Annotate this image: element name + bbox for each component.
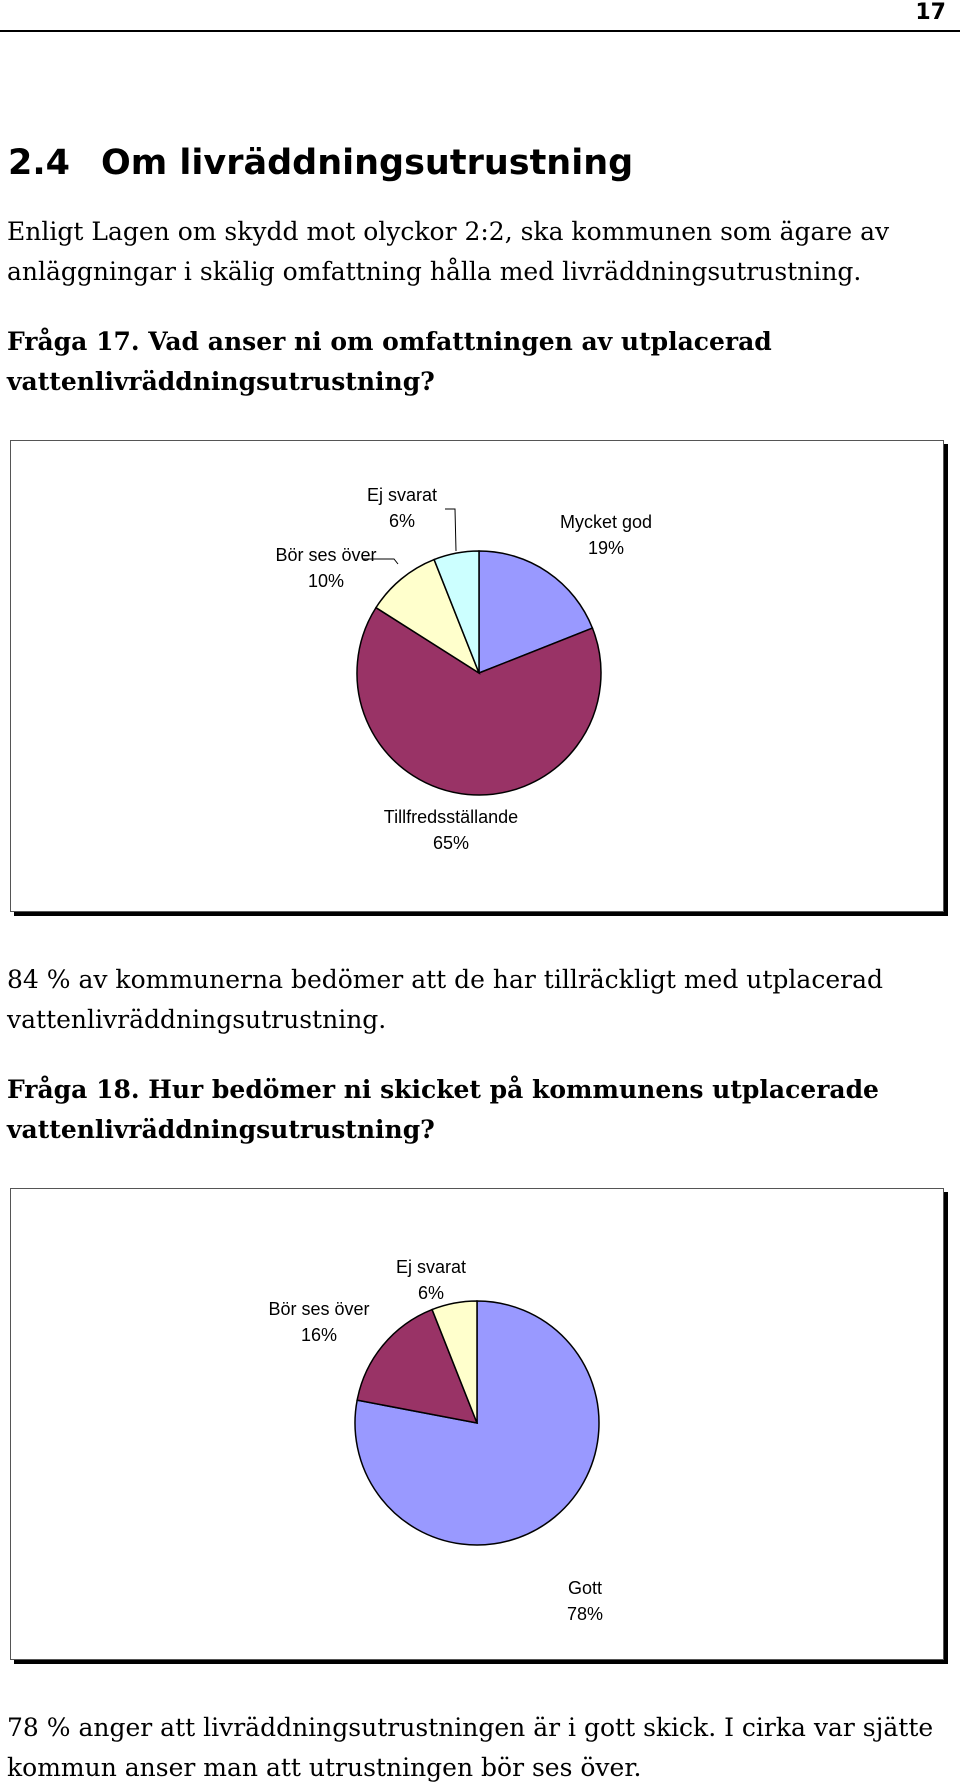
slice-percent-label: 10% — [307, 571, 345, 591]
slice-percent-label: 6% — [417, 1283, 445, 1303]
question-17-line: vattenlivräddningsutrustning? — [7, 367, 435, 396]
section-title: Om livräddningsutrustning — [101, 143, 634, 183]
q18-result-paragraph — [7, 1708, 947, 1788]
question-17 — [7, 322, 947, 402]
q18-result-line: 78 % anger att livräddningsutrustningen är i gott skick. I cirka var sjätte — [7, 1713, 934, 1742]
slice-label: Ej svarat — [366, 485, 438, 505]
pie-chart-q18 — [11, 1189, 943, 1659]
intro-line: anläggningar i skälig omfattning hålla med livräddningsutrustning. — [7, 257, 862, 286]
slice-label: Ej svarat — [395, 1257, 467, 1277]
section-heading — [8, 143, 633, 183]
intro-paragraph — [7, 212, 947, 292]
chart-q17 — [10, 440, 944, 912]
slice-percent-label: 19% — [587, 538, 625, 558]
slice-percent-label: 6% — [388, 511, 416, 531]
q17-result-line: vattenlivräddningsutrustning. — [7, 1005, 387, 1034]
slice-label: Gott — [567, 1578, 603, 1598]
slice-label: Bör ses över — [275, 545, 377, 565]
page-number: 17 — [915, 0, 946, 25]
slice-label: Tillfredsställande — [383, 807, 519, 827]
question-18 — [7, 1070, 947, 1150]
q17-result-paragraph — [7, 960, 947, 1040]
question-18-line: Fråga 18. Hur bedömer ni skicket på kommunens utplacerade — [7, 1075, 879, 1104]
slice-label: Bör ses över — [268, 1299, 370, 1319]
q17-result-line: 84 % av kommunerna bedömer att de har tillräckligt med utplacerad — [7, 965, 883, 994]
header-rule — [0, 30, 960, 32]
pie-chart-q17 — [11, 441, 943, 911]
slice-percent-label: 78% — [566, 1604, 604, 1624]
chart-q18 — [10, 1188, 944, 1660]
q18-result-line: kommun anser man att utrustningen bör ses över. — [7, 1753, 642, 1782]
slice-percent-label: 65% — [432, 833, 470, 853]
question-18-line: vattenlivräddningsutrustning? — [7, 1115, 435, 1144]
intro-line: Enligt Lagen om skydd mot olyckor 2:2, ska kommunen som ägare av — [7, 217, 890, 246]
question-17-line: Fråga 17. Vad anser ni om omfattningen av utplacerad — [7, 327, 772, 356]
leader-line — [445, 509, 456, 551]
section-number: 2.4 — [8, 143, 71, 183]
slice-percent-label: 16% — [300, 1325, 338, 1345]
slice-label: Mycket god — [559, 512, 653, 532]
